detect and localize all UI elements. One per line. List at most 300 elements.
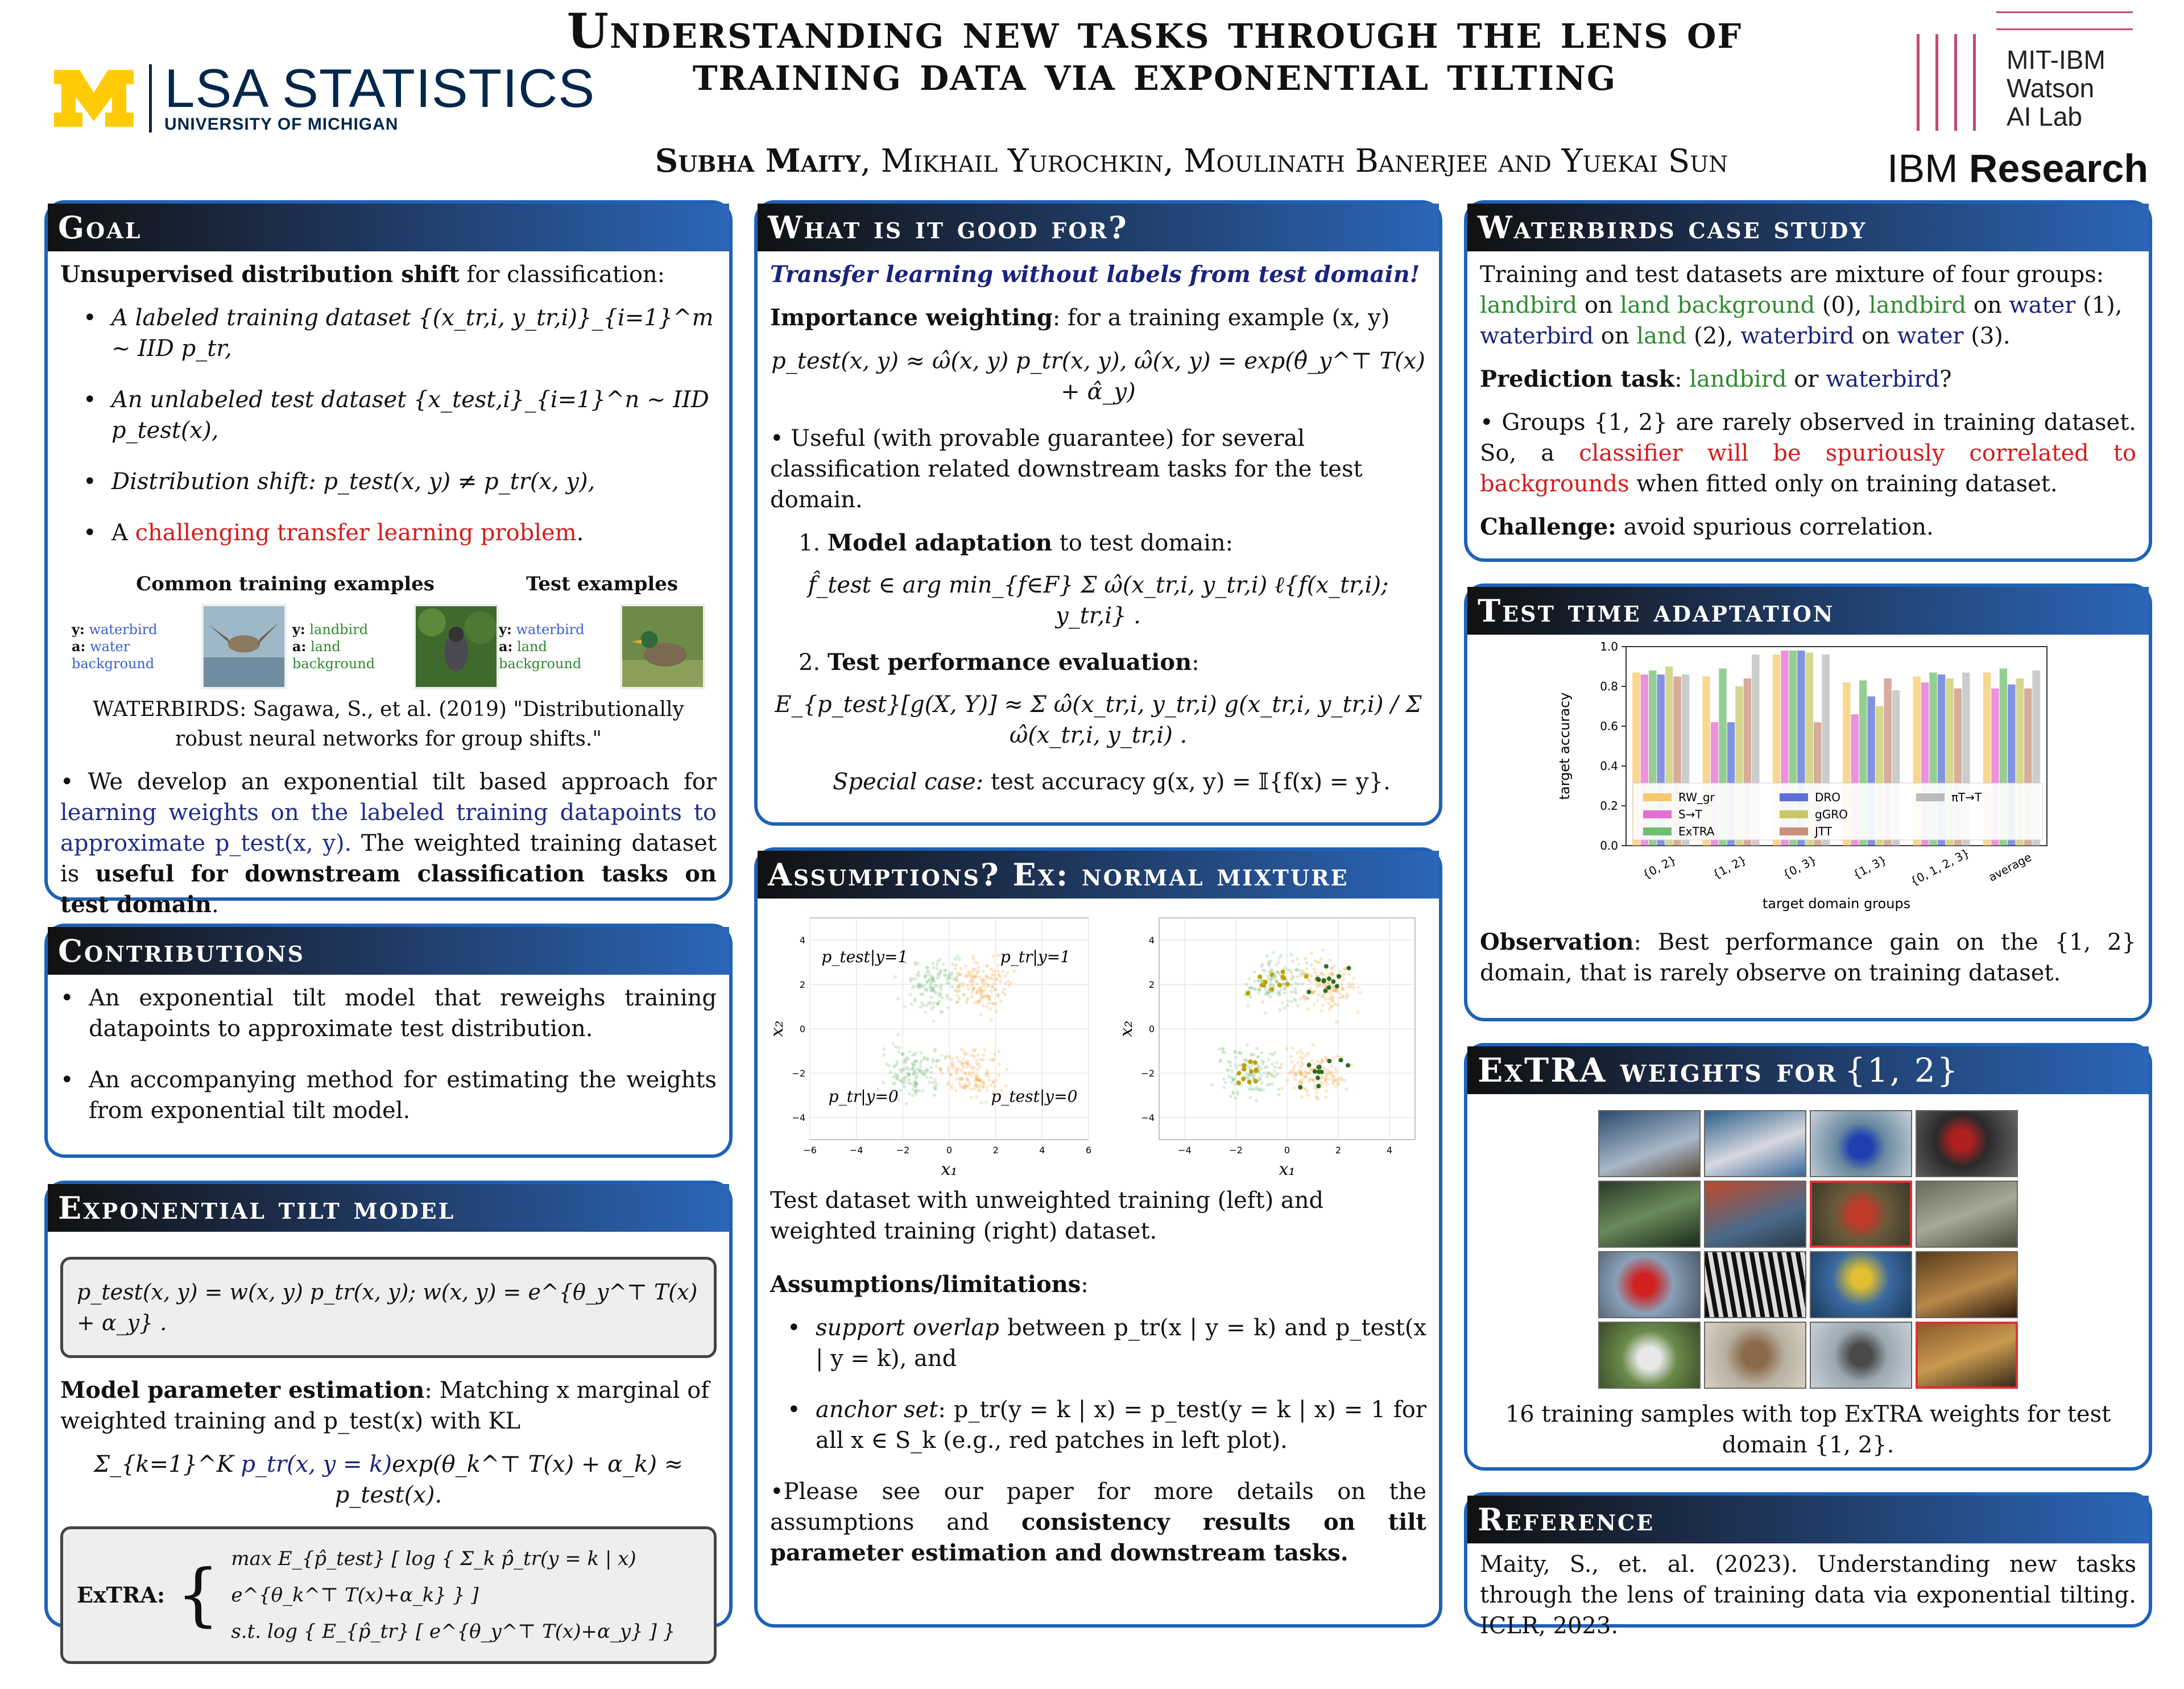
scatter-point [1236, 1090, 1239, 1094]
scatter-point [1338, 1078, 1341, 1082]
scatter-point [984, 982, 987, 986]
training-examples-title: Common training examples [136, 573, 435, 595]
scatter-point [1327, 972, 1330, 976]
scatter-point [1267, 1058, 1270, 1061]
legend-label: πT→T [1951, 790, 1982, 804]
scatter-point [1310, 952, 1313, 955]
scatter-point [975, 983, 979, 986]
scatter-point [1001, 970, 1004, 973]
scatter-point [989, 1083, 992, 1087]
legend-swatch [1780, 810, 1808, 818]
scatter-point [960, 1069, 963, 1072]
scatter-point [965, 1052, 968, 1055]
scatter-point [940, 1054, 944, 1057]
scatter-point [982, 970, 985, 973]
scatter-point [970, 1074, 974, 1078]
x-tick-label: −4 [1178, 1145, 1192, 1156]
scatter-point [1312, 1063, 1316, 1066]
sample-image [1810, 1322, 1912, 1389]
scatter-point [988, 1007, 992, 1011]
weighted-point [1254, 1079, 1258, 1083]
scatter-point [1306, 1094, 1310, 1097]
scatter-point [1327, 1070, 1331, 1074]
scatter-point [1346, 994, 1349, 997]
scatter-point [1283, 987, 1287, 991]
x-tick-label: {0, 3} [1780, 852, 1819, 882]
density-label: p_test|y=0 [991, 1087, 1078, 1106]
logo-divider [149, 64, 152, 133]
expo-tilt-heading: Exponential tilt model [48, 1184, 729, 1232]
scatter-point [977, 999, 981, 1003]
scatter-point [910, 1003, 913, 1006]
scatter-point [964, 1072, 967, 1075]
scatter-point [1325, 1074, 1328, 1078]
legend-swatch [1780, 793, 1808, 801]
iw-text: Importance weighting: for a training example (x, y) [770, 304, 1390, 331]
scatter-point [1286, 968, 1289, 971]
scatter-point [991, 973, 994, 976]
x-tick-label: 2 [992, 1145, 999, 1156]
weighted-point [1316, 1075, 1320, 1080]
scatter-point [1331, 996, 1335, 999]
x-tick-label: −6 [803, 1145, 817, 1156]
weighted-point [1236, 1081, 1241, 1085]
scatter-point [993, 988, 996, 991]
scatter-point [946, 1006, 950, 1009]
university-text: UNIVERSITY OF MICHIGAN [164, 115, 399, 134]
scatter-point [908, 1050, 912, 1053]
support-overlap-item: • support overlap between p_tr(x | y = k) and p_test(x | y = k), and [787, 1313, 1426, 1374]
y-tick-label: 0 [799, 1024, 805, 1034]
scatter-point [1293, 990, 1297, 993]
scatter-point [1283, 966, 1287, 970]
scatter-point [981, 982, 985, 985]
scatter-point [1330, 967, 1333, 970]
scatter-point [1356, 1011, 1359, 1014]
scatter-point [1310, 1078, 1314, 1081]
scatter-point [1357, 986, 1360, 989]
weighted-point [1317, 978, 1321, 982]
sample-image [1598, 1322, 1701, 1389]
extra-st-line: s.t. log { E_{p̂_tr} [ e^{θ_y^⊤ T(x)+α_y} ] } [231, 1620, 676, 1643]
sample-image [1916, 1110, 2018, 1177]
y-tick-label: 4 [799, 935, 805, 946]
weighted-point [1322, 979, 1326, 983]
scatter-point [1296, 1051, 1299, 1054]
scatter-point [1219, 1058, 1223, 1062]
scatter-point [1325, 1090, 1328, 1093]
scatter-point [934, 1064, 938, 1067]
scatter-point [936, 963, 939, 966]
scatter-point [1260, 1051, 1263, 1054]
test-examples-title: Test examples [526, 573, 679, 595]
scatter-point [976, 1068, 979, 1071]
scatter-point [909, 993, 912, 996]
scatter-point [972, 957, 975, 961]
scatter-point [1265, 954, 1269, 958]
scatter-point [985, 1086, 988, 1089]
scatter-point [1260, 1074, 1263, 1077]
scatter-point [1320, 1076, 1323, 1079]
y-tick-label: 1.0 [1600, 640, 1618, 653]
scatter-point [1321, 949, 1325, 952]
scatter-point [1255, 1099, 1258, 1102]
scatter-point [1001, 990, 1004, 993]
x-axis-label: x₁ [1279, 1160, 1296, 1179]
x-tick-label: {0, 1, 2, 3} [1908, 846, 1972, 889]
scatter-point [913, 963, 917, 966]
scatter-point [1222, 1078, 1226, 1081]
scatter-point [1343, 967, 1347, 970]
weighted-point [1316, 1084, 1321, 1088]
scatter-point [971, 1066, 975, 1069]
weighted-point [1304, 974, 1309, 979]
x-tick-label: −2 [1229, 1145, 1243, 1156]
scatter-point [1003, 975, 1007, 978]
scatter-point [1299, 1049, 1302, 1052]
scatter-point [1349, 985, 1352, 988]
scatter-point [985, 964, 988, 967]
y-tick-label: −2 [1141, 1068, 1155, 1079]
scatter-point [919, 1051, 923, 1054]
reference-panel [1464, 1492, 2152, 1639]
scatter-point [1320, 1009, 1323, 1013]
scatter-point [1248, 1096, 1252, 1099]
scatter-point [1293, 1064, 1296, 1067]
scatter-point [916, 1075, 919, 1079]
scatter-point [947, 1066, 950, 1070]
scatter-point [1296, 957, 1299, 961]
scatter-point [895, 1062, 899, 1066]
scatter-point [1266, 1083, 1269, 1087]
scatter-point [920, 1058, 923, 1062]
scatter-point [1007, 980, 1010, 983]
scatter-point [956, 990, 959, 993]
scatter-point [933, 1094, 936, 1097]
scatter-point [1261, 1062, 1264, 1065]
scatter-point [882, 1048, 886, 1051]
scatter-point [1222, 1086, 1226, 1089]
scatter-point [1227, 1069, 1230, 1072]
scatter-point [1327, 1001, 1330, 1005]
scatter-point [970, 995, 974, 998]
special-case-text: Special case: test accuracy g(x, y) = 𝕀{f(x) = y}. [833, 769, 1391, 795]
scatter-point [975, 1095, 978, 1098]
legend-swatch [1916, 793, 1945, 801]
scatter-point [1277, 993, 1281, 996]
scatter-point [1246, 1004, 1250, 1008]
scatter-point [1257, 991, 1260, 995]
scatter-point [1283, 1006, 1286, 1009]
legend-swatch [1643, 810, 1672, 818]
weighted-point [1347, 966, 1351, 970]
weighted-point [1241, 1077, 1246, 1082]
scatter-point [1326, 1083, 1329, 1086]
y-tick-label: 0.8 [1600, 680, 1618, 693]
scatter-point [965, 1001, 968, 1005]
scatter-point [997, 1050, 1000, 1053]
scatter-point [926, 1069, 929, 1073]
scatter-point [973, 1048, 977, 1052]
scatter-point [911, 1062, 915, 1066]
scatter-point [1294, 1072, 1298, 1075]
waterbirds-examples-figure [72, 569, 705, 689]
scatter-point [1301, 982, 1304, 986]
sample-image [1598, 1110, 1701, 1177]
weighted-point [1346, 1063, 1350, 1067]
scatter-point [948, 1055, 952, 1058]
scatter-point [962, 1057, 965, 1061]
scatter-point [1250, 1053, 1253, 1057]
top-weighted-samples-grid [1480, 1110, 2136, 1389]
scatter-point [936, 972, 939, 976]
scatter-point [1228, 1065, 1232, 1068]
scatter-point [979, 986, 983, 989]
scatter-point [900, 1052, 904, 1055]
scatter-point [931, 962, 934, 965]
scatter-point [1271, 983, 1274, 986]
scatter-point [1309, 1067, 1313, 1070]
extra-objective-box: ExTRA: { max E_{p̂_test} [ log { Σ_k p̂_tr(y = k | x) e^{θ_k^⊤ T(x)+α_k} } ] s.t. log { E_{p̂_tr} [ e^{θ_y^⊤ T(x)+α_y} ] } [60, 1526, 717, 1664]
scatter-point [960, 1048, 963, 1051]
scatter-point [899, 1088, 903, 1092]
scatter-point [989, 1058, 992, 1061]
scatter-point [992, 970, 996, 973]
scatter-point [958, 1082, 961, 1085]
scatter-point [1289, 1054, 1292, 1058]
scatter-point [963, 1086, 966, 1089]
block-m-icon [51, 67, 136, 130]
scatter-point [962, 993, 965, 997]
scatter-point [1314, 982, 1318, 986]
scatter-point [916, 973, 919, 976]
unweighted-scatter-plot [767, 912, 1100, 1179]
scatter-point [913, 1060, 917, 1063]
scatter-point [900, 1080, 904, 1083]
y-tick-label: 2 [799, 979, 805, 990]
scatter-point [903, 1005, 907, 1008]
scatter-point [1286, 1078, 1289, 1082]
scatter-point [1222, 1047, 1225, 1050]
scatter-point [897, 1050, 900, 1054]
scatter-point [896, 997, 900, 1000]
legend-label: JTT [1815, 825, 1832, 838]
scatter-point [1279, 989, 1283, 992]
scatter-point [911, 1053, 915, 1057]
scatter-point [1290, 991, 1293, 994]
model-adaptation-item: 1. Model adaptation to test domain: [799, 529, 1234, 556]
scatter-point [967, 1071, 971, 1074]
scatter-point [1330, 1073, 1333, 1077]
scatter-point [940, 996, 944, 999]
scatter-point [947, 982, 950, 986]
scatter-point [1234, 1063, 1237, 1066]
scatter-point [1316, 1098, 1320, 1101]
scatter-point [1322, 974, 1326, 977]
scatter-point [1223, 1050, 1226, 1054]
scatter-point [928, 1081, 931, 1084]
scatter-point [985, 974, 988, 978]
extra-label: ExTRA: [77, 1582, 165, 1608]
scatter-point [1291, 959, 1294, 963]
scatter-point [932, 966, 935, 970]
scatter-point [919, 1005, 922, 1008]
scatter-point [897, 1046, 901, 1049]
scatter-point [949, 998, 953, 1001]
scatter-point [1248, 977, 1251, 980]
useful-text: • Useful (with provable guarantee) for several classification related downstream tasks for the test domain. [770, 425, 1363, 513]
scatter-point [1299, 1065, 1302, 1069]
scatter-point [1267, 963, 1271, 967]
scatter-point [1276, 1073, 1279, 1076]
scatter-point [978, 1065, 982, 1069]
scatter-point [892, 1065, 896, 1069]
scatter-point [973, 976, 976, 979]
scatter-point [970, 1096, 973, 1099]
weighted-point [1242, 1063, 1246, 1067]
scatter-point [1234, 1056, 1238, 1059]
scatter-point [932, 1001, 936, 1005]
scatter-point [1290, 1000, 1293, 1003]
scatter-point [1315, 1090, 1318, 1094]
y-axis-label: target accuracy [1557, 692, 1573, 800]
scatter-point [1335, 1020, 1338, 1024]
weighted-point [1249, 1069, 1254, 1074]
scatter-point [927, 970, 930, 973]
assumptions-heading: Assumptions? Ex: normal mixture [758, 851, 1439, 899]
observation-text: Observation: Best performance gain on the {1, 2} domain, that is rarely observe on training dataset. [1480, 929, 2136, 986]
scatter-point [924, 1011, 928, 1014]
weighted-point [1269, 972, 1274, 977]
weighted-point [1280, 975, 1285, 979]
scatter-point [1256, 1055, 1259, 1059]
scatter-point [1301, 1052, 1304, 1055]
scatter-point [1320, 957, 1323, 961]
scatter-point [1277, 961, 1280, 964]
sample-image [1704, 1322, 1806, 1389]
scatter-point [1264, 1066, 1267, 1069]
scatter-point [970, 1054, 974, 1057]
weighted-point [1326, 986, 1331, 990]
y-axis-label: x₂ [1116, 1020, 1136, 1037]
contributions-heading: Contributions [48, 927, 729, 975]
scatter-point [1311, 991, 1314, 994]
scatter-point [894, 1073, 897, 1077]
weighted-point [1280, 970, 1285, 974]
scatter-point [1328, 958, 1331, 962]
scatter-point [1332, 1080, 1335, 1083]
weighted-point [1277, 983, 1282, 987]
scatter-point [979, 1058, 982, 1061]
scatter-point [907, 1078, 911, 1082]
scatter-point [1238, 1063, 1241, 1067]
scatter-point [979, 996, 983, 999]
scatter-point [1296, 975, 1300, 979]
weighted-point [1327, 976, 1331, 981]
scatter-point [986, 1089, 989, 1092]
scatter-point [1324, 997, 1327, 1001]
scatter-point [1316, 1059, 1320, 1063]
scatter-point [907, 1082, 910, 1085]
scatter-point [1308, 1079, 1311, 1083]
scatter-point [1299, 974, 1302, 978]
scatter-point [1218, 1048, 1221, 1051]
scatter-point [923, 983, 926, 987]
scatter-point [990, 1018, 993, 1021]
sample-image [1916, 1322, 2018, 1389]
scatter-point [938, 991, 941, 995]
extra-weights-caption: 16 training samples with top ExTRA weights for test domain {1, 2}. [1505, 1401, 2111, 1458]
scatter-point [1291, 1046, 1294, 1050]
scatter-point [949, 973, 953, 976]
scatter-point [958, 997, 961, 1000]
scatter-point [992, 1081, 995, 1084]
scatter-point [1253, 979, 1256, 983]
goal-bullet-3: • Distribution shift: p_test(x, y) ≠ p_tr(x, y), [83, 466, 717, 497]
y-tick-label: −2 [792, 1068, 805, 1079]
weighted-point [1248, 1059, 1253, 1064]
train-label-2: y: landbird a: land background [292, 621, 375, 672]
y-tick-label: 0 [1148, 1024, 1155, 1034]
scatter-point [894, 975, 897, 979]
tta-panel [1464, 583, 2152, 1021]
extra-weights-heading: ExTRA weights for {1, 2} [1467, 1046, 2149, 1094]
other-authors: , Mikhail Yurochkin, Moulinath Banerjee and Yuekai Sun [861, 143, 1728, 180]
scatter-point [1345, 1087, 1348, 1091]
scatter-point [1327, 1078, 1331, 1081]
scatter-point [1310, 963, 1313, 967]
scatter-point [996, 954, 1000, 957]
weighted-point [1247, 1080, 1252, 1084]
scatter-point [1324, 1096, 1327, 1099]
scatter-point [995, 1009, 998, 1013]
scatter-point [1271, 1074, 1275, 1078]
scatter-point [1320, 995, 1323, 998]
scatter-point [924, 974, 927, 978]
scatter-point [927, 978, 930, 982]
scatter-point [961, 982, 965, 985]
scatter-point [925, 989, 928, 992]
scatter-point [1007, 984, 1011, 987]
scatter-point [1273, 1069, 1276, 1073]
scatter-point [978, 975, 981, 979]
poster-authors [500, 142, 1883, 180]
scatter-point [1280, 1062, 1283, 1066]
scatter-point [1245, 983, 1248, 986]
y-tick-label: 0.2 [1600, 799, 1618, 813]
scatter-point [956, 979, 959, 983]
scatter-point [934, 1087, 938, 1091]
sample-image [1916, 1181, 2018, 1248]
x-tick-label: 6 [1085, 1145, 1092, 1156]
scatter-point [1333, 989, 1336, 992]
sample-image [1598, 1251, 1701, 1318]
scatter-point [1299, 1056, 1302, 1059]
scatter-point [1280, 954, 1283, 957]
scatter-point [1293, 982, 1297, 985]
scatter-point [983, 978, 986, 982]
scatter-point [1260, 964, 1263, 968]
scatter-point [985, 1100, 988, 1104]
scatter-point [1277, 1088, 1280, 1091]
scatter-point [954, 1089, 958, 1092]
x-tick-label: 0 [1284, 1145, 1290, 1156]
scatter-point [1341, 986, 1344, 990]
scatter-point [1229, 1095, 1232, 1098]
weighted-point [1261, 983, 1266, 988]
scatter-point [1290, 984, 1293, 987]
scatter-point [925, 966, 929, 969]
